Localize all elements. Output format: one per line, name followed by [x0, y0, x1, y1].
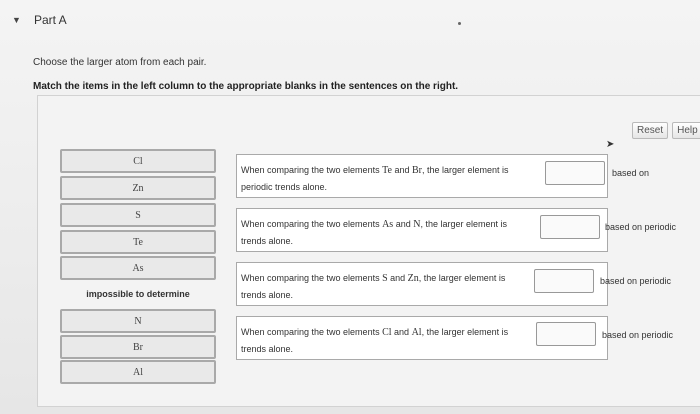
item-s[interactable]: S: [60, 203, 216, 227]
sentence-tail: based on periodic: [605, 222, 677, 232]
sentence-line2: trends alone.: [241, 344, 294, 354]
help-button[interactable]: Help: [672, 122, 700, 139]
item-impossible-to-determine[interactable]: impossible to determine: [86, 289, 190, 299]
sentence-line2: trends alone.: [241, 290, 294, 300]
blank-te-br[interactable]: [545, 161, 605, 185]
blank-cl-al[interactable]: [536, 322, 596, 346]
sentence-tail: based on: [612, 168, 650, 178]
item-te[interactable]: Te: [60, 230, 216, 254]
sentence-tail: based on periodic: [600, 276, 672, 286]
part-title: Part A: [34, 13, 67, 27]
mouse-cursor-icon: ➤: [606, 139, 615, 150]
panel-toolbar: [632, 122, 700, 139]
sentence-line1: When comparing the two elements Te and Br, the larger element is: [241, 165, 509, 176]
item-br[interactable]: Br: [60, 335, 216, 359]
sentence-line1: When comparing the two elements S and Zn, the larger element is: [241, 273, 506, 284]
dot-decoration: [458, 22, 461, 25]
blank-s-zn[interactable]: [534, 269, 594, 293]
blank-as-n[interactable]: [540, 215, 600, 239]
reset-button[interactable]: Reset: [632, 122, 668, 139]
sentence-line1: When comparing the two elements As and N, the larger element is: [241, 219, 508, 230]
item-zn[interactable]: Zn: [60, 176, 216, 200]
collapse-caret-icon[interactable]: ▼: [12, 15, 21, 25]
instruction-match-text: Match the items in the left column to the appropriate blanks in the sentences on the right.: [33, 81, 459, 92]
sentence-line1: When comparing the two elements Cl and Al, the larger element is: [241, 327, 509, 338]
instruction-text: Choose the larger atom from each pair.: [33, 57, 207, 68]
item-as[interactable]: As: [60, 256, 216, 280]
sentence-line2: trends alone.: [241, 236, 294, 246]
sentence-tail: based on periodic: [602, 330, 674, 340]
item-al[interactable]: Al: [60, 360, 216, 384]
item-cl[interactable]: Cl: [60, 149, 216, 173]
sentence-line2: periodic trends alone.: [241, 182, 328, 192]
part-header[interactable]: [12, 11, 67, 29]
item-n[interactable]: N: [60, 309, 216, 333]
